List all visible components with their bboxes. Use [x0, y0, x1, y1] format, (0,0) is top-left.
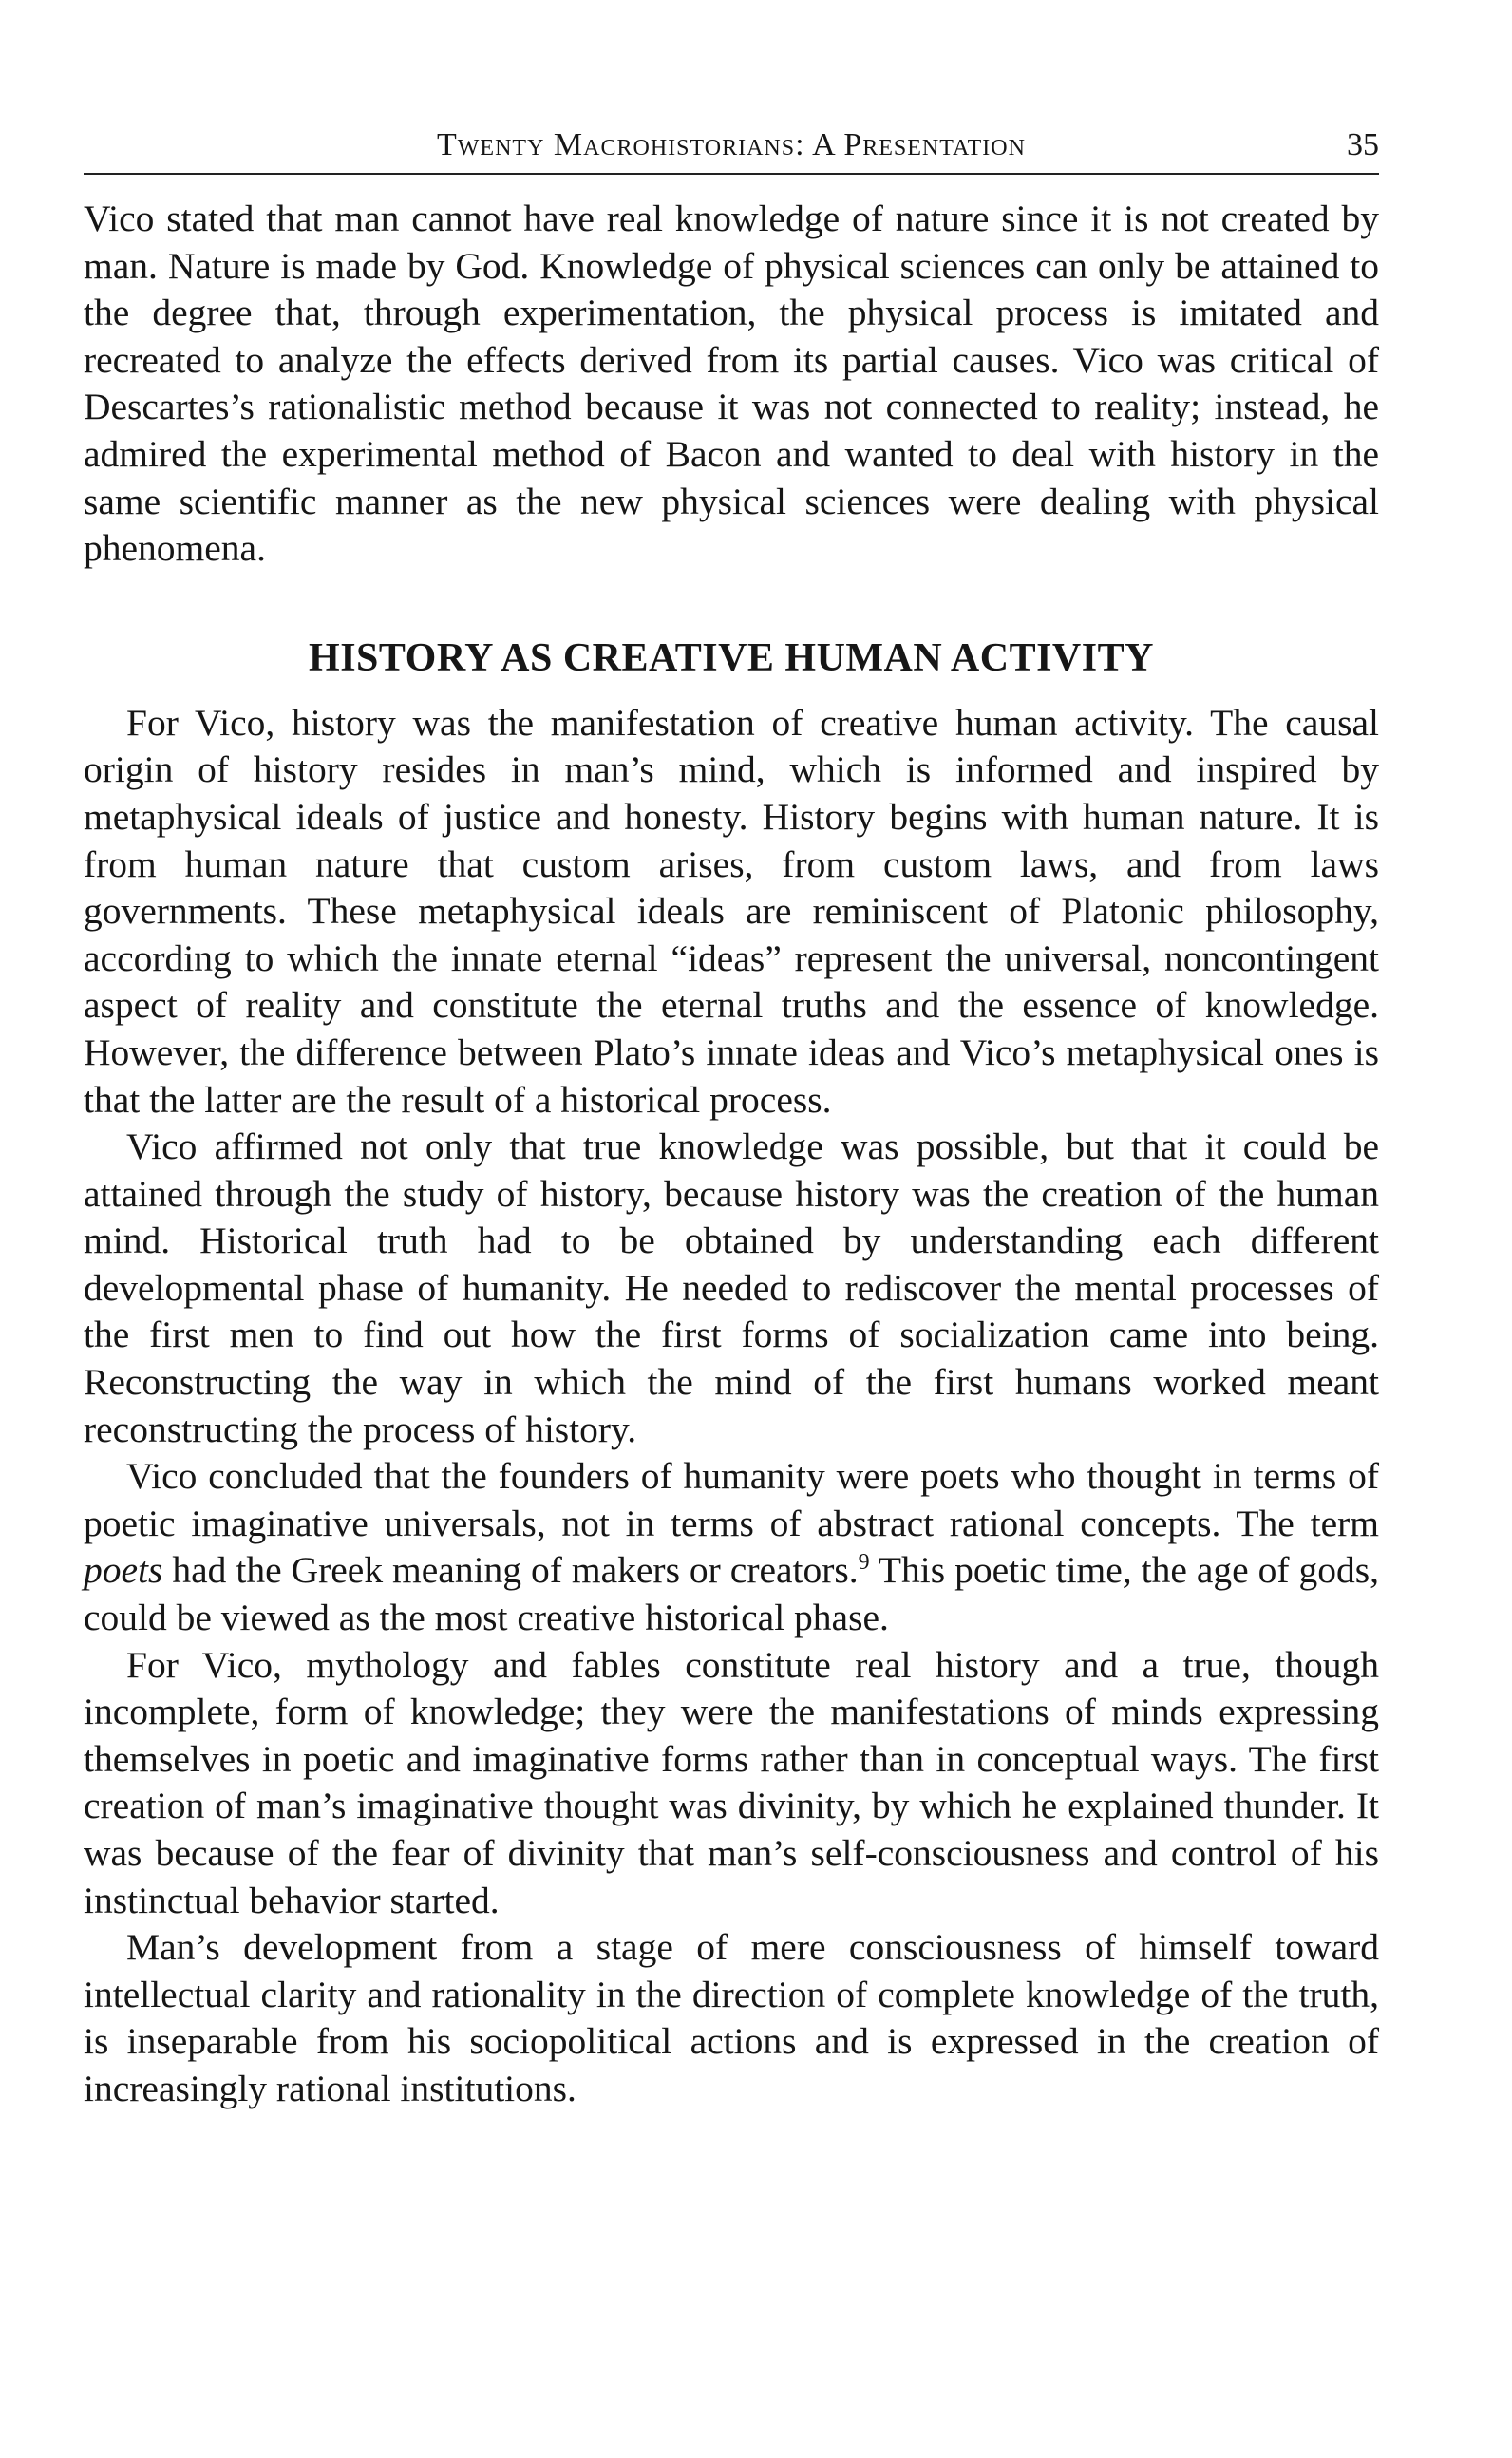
running-title: Twenty Macrohistorians: A Presentation [437, 127, 1026, 162]
page-body [84, 196, 1379, 2113]
paragraph-4-text-c: This poetic time, the age of gods, could be viewed as the most creative historical phase. [84, 1549, 1380, 1639]
book-page [84, 122, 1379, 2113]
running-head [84, 122, 1379, 175]
paragraph-1: Vico stated that man cannot have real knowledge of nature since it is not created by man. Nature is made by God. Knowledge of physical sciences can only be attained to the degree that, through experimentation, the physical process is imitated and recreated to analyze the effects derived from its partial causes. Vico was critical of Descartes’s rationalistic method because it was not connected to reality; instead, he admired the experimental method of Bacon and wanted to deal with history in the same scientific manner as the new physical sciences were dealing with physical phenomena. [84, 198, 1379, 570]
paragraph-4 [84, 1453, 1379, 1641]
page-number: 35 [1347, 127, 1379, 162]
paragraph-4-italic-term: poets [84, 1549, 163, 1592]
paragraph-5: For Vico, mythology and fables constitute real history and a true, though incomplete, form of knowledge; they were the manifestations of minds expressing themselves in poetic and imaginative forms rather than in conceptual ways. The first creation of man’s imaginative thought was divinity, by which he explained thunder. It was because of the fear of divinity that man’s self-consciousness and control of his instinctual behavior started. [84, 1643, 1379, 1921]
paragraph-2: For Vico, history was the manifestation of creative human activity. The causal origin of history resides in man’s mind, which is informed and inspired by metaphysical ideals of justice and honesty. History begins with human nature. It is from human nature that custom arises, from custom laws, and from laws governments. These metaphysical ideals are reminiscent of Platonic philosophy, according to which the innate eternal “ideas” represent the universal, noncontingent aspect of reality and constitute the eternal truths and the essence of knowledge. However, the difference between Plato’s innate ideas and Vico’s metaphysical ones is that the latter are the result of a historical process. [84, 701, 1379, 1121]
footnote-marker: 9 [858, 1550, 870, 1576]
paragraph-4-text-a: Vico concluded that the founders of humanity were poets who thought in terms of poetic imaginative universals, not in terms of abstract rational concepts. The term [84, 1455, 1379, 1544]
section-heading: HISTORY AS CREATIVE HUMAN ACTIVITY [309, 635, 1154, 680]
paragraph-4-text-b: had the Greek meaning of makers or creators. [162, 1549, 859, 1592]
paragraph-6: Man’s development from a stage of mere consciousness of himself toward intellectual clarity and rationality in the direction of complete knowledge of the truth, is inseparable from his sociopolitical actions and is expressed in the creation of increasingly rational institutions. [84, 1926, 1379, 2109]
paragraph-3: Vico affirmed not only that true knowledge was possible, but that it could be attained through the study of history, because history was the creation of the human mind. Historical truth had to be obtained by understanding each different developmental phase of humanity. He needed to rediscover the mental processes of the first men to find out how the first forms of socialization came into being. Reconstructing the way in which the mind of the first humans worked meant reconstructing the process of history. [84, 1125, 1379, 1450]
